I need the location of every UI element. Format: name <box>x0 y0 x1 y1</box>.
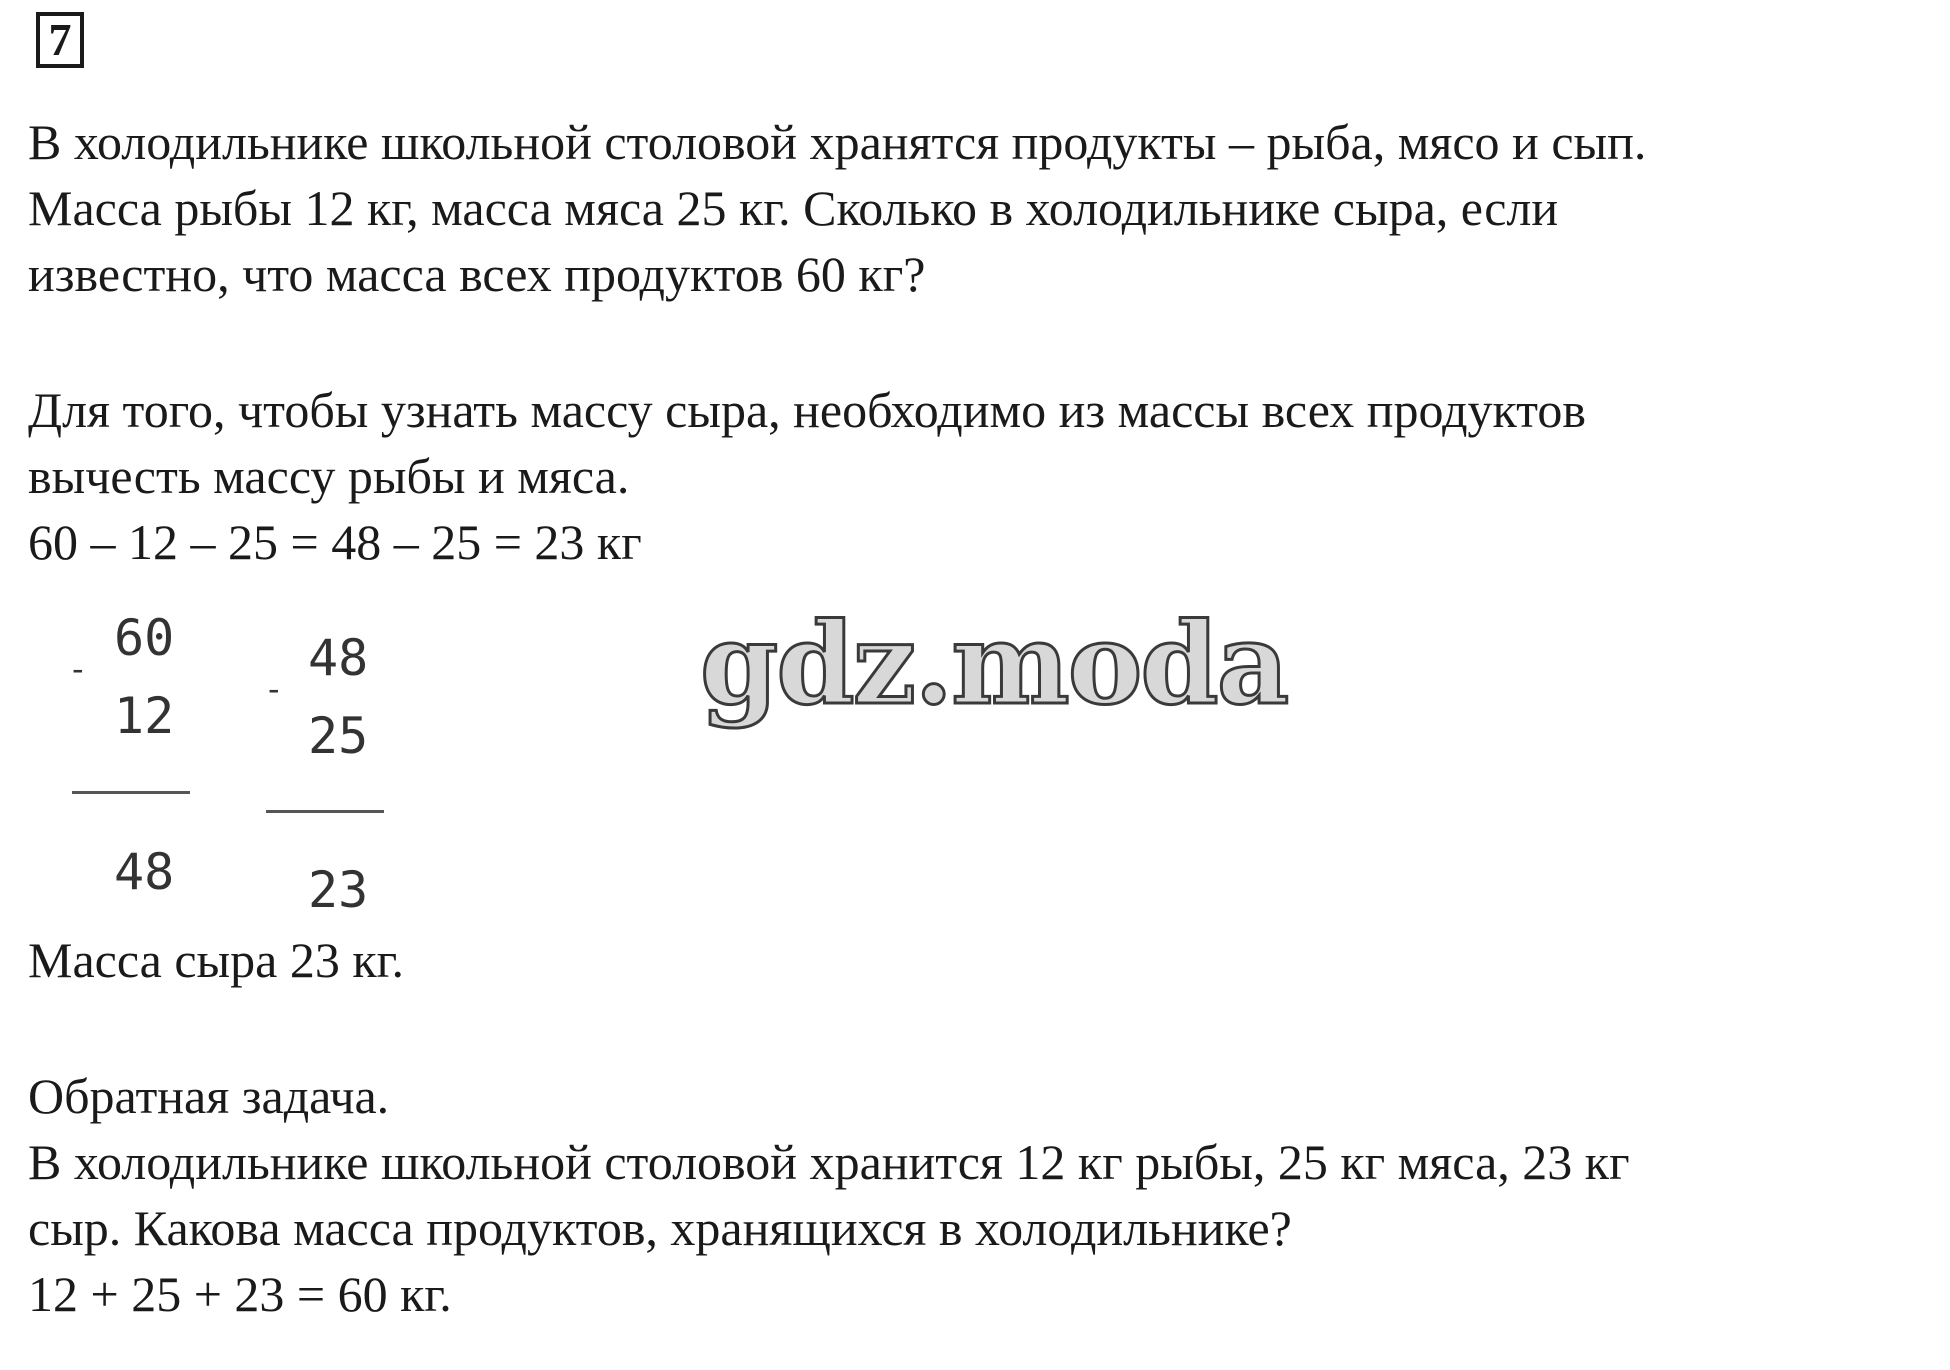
inverse-line-1: В холодильнике школьной столовой хранится 12 кг рыбы, 25 кг мяса, 23 кг <box>28 1134 1630 1190</box>
watermark-logo: gdz.moda <box>700 599 1288 730</box>
solution-line-1: Для того, чтобы узнать массу сыра, необходимо из массы всех продуктов <box>28 382 1586 438</box>
inverse-equation: 12 + 25 + 23 = 60 кг. <box>28 1266 452 1322</box>
inverse-heading: Обратная задача. <box>28 1068 390 1124</box>
minuend: 60 <box>114 609 175 667</box>
minus-sign: - <box>72 650 84 688</box>
subtrahend: 25 <box>308 707 369 765</box>
problem-line-1: В холодильнике школьной столовой хранятся продукты – рыба, мясо и сып. <box>28 114 1647 170</box>
solution-line-2: вычесть массу рыбы и мяса. <box>28 448 630 504</box>
problem-line-3: известно, что масса всех продуктов 60 кг? <box>28 246 926 302</box>
result-line <box>72 791 190 794</box>
solution-equation: 60 – 12 – 25 = 48 – 25 = 23 кг <box>28 514 642 570</box>
task-number-box: 7 <box>36 12 84 68</box>
result-line <box>266 810 384 813</box>
inverse-line-2: сыр. Какова масса продуктов, хранящихся в холодильнике? <box>28 1200 1292 1256</box>
result: 48 <box>114 843 175 901</box>
answer-line: Масса сыра 23 кг. <box>28 932 404 988</box>
minus-sign: - <box>268 670 280 708</box>
minuend: 48 <box>308 629 369 687</box>
problem-line-2: Масса рыбы 12 кг, масса мяса 25 кг. Сколько в холодильнике сыра, если <box>28 180 1559 236</box>
subtrahend: 12 <box>114 687 175 745</box>
result: 23 <box>308 861 369 919</box>
